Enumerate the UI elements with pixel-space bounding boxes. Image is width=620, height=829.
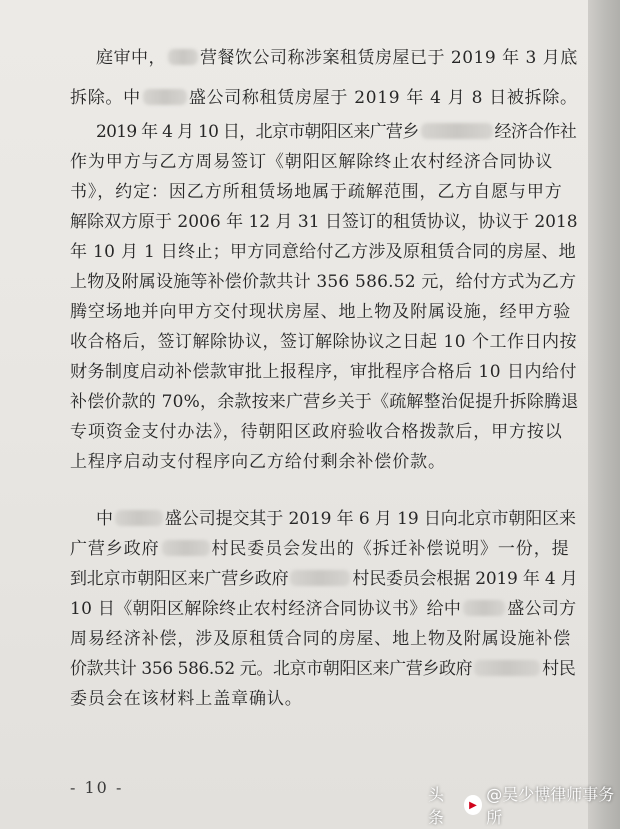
text-segment: 村民委员会发出的《拆迁补偿说明》一份，提 <box>211 539 570 559</box>
text-line <box>70 241 576 263</box>
text-segment: 年 10 月 1 日终止；甲方同意给付乙方涉及原租赁合同的房屋、地 <box>70 242 576 262</box>
text-line <box>70 628 571 650</box>
text-line <box>70 181 563 203</box>
text-segment: 村民 <box>542 659 576 679</box>
text-segment: 到北京市朝阳区来广营乡政府 <box>70 569 289 589</box>
text-segment: 补偿价款的 70%，余款按来广营乡关于《疏解整治促提升拆除腾退 <box>70 392 579 412</box>
text-segment: 盛公司方 <box>507 599 577 619</box>
redaction-blur <box>290 570 350 586</box>
text-line <box>70 421 563 443</box>
text-line <box>70 361 577 383</box>
platform-logo-icon: ▶ <box>464 795 483 815</box>
redaction-blur <box>143 89 187 105</box>
text-line <box>70 151 553 173</box>
text-line <box>70 688 303 710</box>
text-segment: 解除双方原于 2006 年 12 月 31 日签订的租赁协议，协议于 2018 <box>70 212 578 232</box>
text-segment: 上物及附属设施等补偿价款共计 356 586.52 元，给付方式为乙方 <box>70 272 577 292</box>
text-segment: 财务制度启动补偿款审批上报程序，审批程序合格后 10 日内给付 <box>70 362 577 382</box>
text-segment: 周易经济补偿，涉及原租赁合同的房屋、地上物及附属设施补偿 <box>70 629 572 649</box>
text-segment: 书》，约定：因乙方所租赁场地属于疏解范围，乙方自愿与甲方 <box>70 182 563 202</box>
redaction-blur <box>162 540 210 556</box>
page-number: - 10 - <box>70 778 124 797</box>
text-line <box>70 598 576 620</box>
redaction-blur <box>168 49 198 65</box>
source-watermark <box>428 785 620 827</box>
text-segment: 经济合作社 <box>494 122 577 142</box>
text-segment: 委员会在该材料上盖章确认。 <box>70 689 303 709</box>
text-segment: 专项资金支付办法》，待朝阳区政府验收合格拨款后，甲方按以 <box>70 422 563 442</box>
text-segment: 庭审中， <box>96 48 166 68</box>
redaction-blur <box>115 510 163 526</box>
text-segment: 2019 年 4 月 10 日，北京市朝阳区来广营乡 <box>96 122 419 142</box>
text-line <box>70 391 578 413</box>
text-line <box>70 87 578 109</box>
text-segment: 腾空场地并向甲方交付现状房屋、地上物及附属设施，经甲方验 <box>70 302 572 322</box>
text-segment: 10 日《朝阳区解除终止农村经济合同协议书》给中 <box>70 599 462 619</box>
text-line <box>70 211 578 233</box>
text-line <box>70 301 571 323</box>
redaction-blur <box>421 123 493 139</box>
watermark-platform: 头条 <box>428 785 445 827</box>
text-segment: 上程序启动支付程序向乙方给付剩余补偿价款。 <box>70 452 446 472</box>
page-edge-shadow <box>588 0 620 829</box>
text-segment: 村民委员会根据 2019 年 4 月 <box>352 569 578 589</box>
text-line <box>96 47 578 69</box>
text-segment: 收合格后，签订解除协议，签订解除协议之日起 10 个工作日内按 <box>70 332 577 352</box>
text-segment: 营餐饮公司称涉案租赁房屋已于 2019 年 3 月底 <box>200 48 578 68</box>
text-line <box>96 508 576 530</box>
text-segment: 作为甲方与乙方周易签订《朝阳区解除终止农村经济合同协议 <box>70 152 554 172</box>
text-segment: 广营乡政府 <box>70 539 160 559</box>
text-line <box>70 538 570 560</box>
text-line <box>70 271 576 293</box>
text-segment: 中 <box>96 509 113 529</box>
text-segment: 拆除。中 <box>70 88 141 108</box>
text-line <box>96 121 576 143</box>
text-line <box>70 331 577 353</box>
text-segment: 盛公司提交其于 2019 年 6 月 19 日向北京市朝阳区来 <box>164 509 576 529</box>
text-line <box>70 451 446 473</box>
redaction-blur <box>463 600 505 616</box>
redaction-blur <box>474 660 540 676</box>
watermark-author: @吴少博律师事务所 <box>486 785 615 827</box>
text-segment: 价款共计 356 586.52 元。北京市朝阳区来广营乡政府 <box>70 659 473 679</box>
text-line <box>70 568 578 590</box>
text-segment: 盛公司称租赁房屋于 2019 年 4 月 8 日被拆除。 <box>188 88 578 108</box>
text-line <box>70 658 575 680</box>
